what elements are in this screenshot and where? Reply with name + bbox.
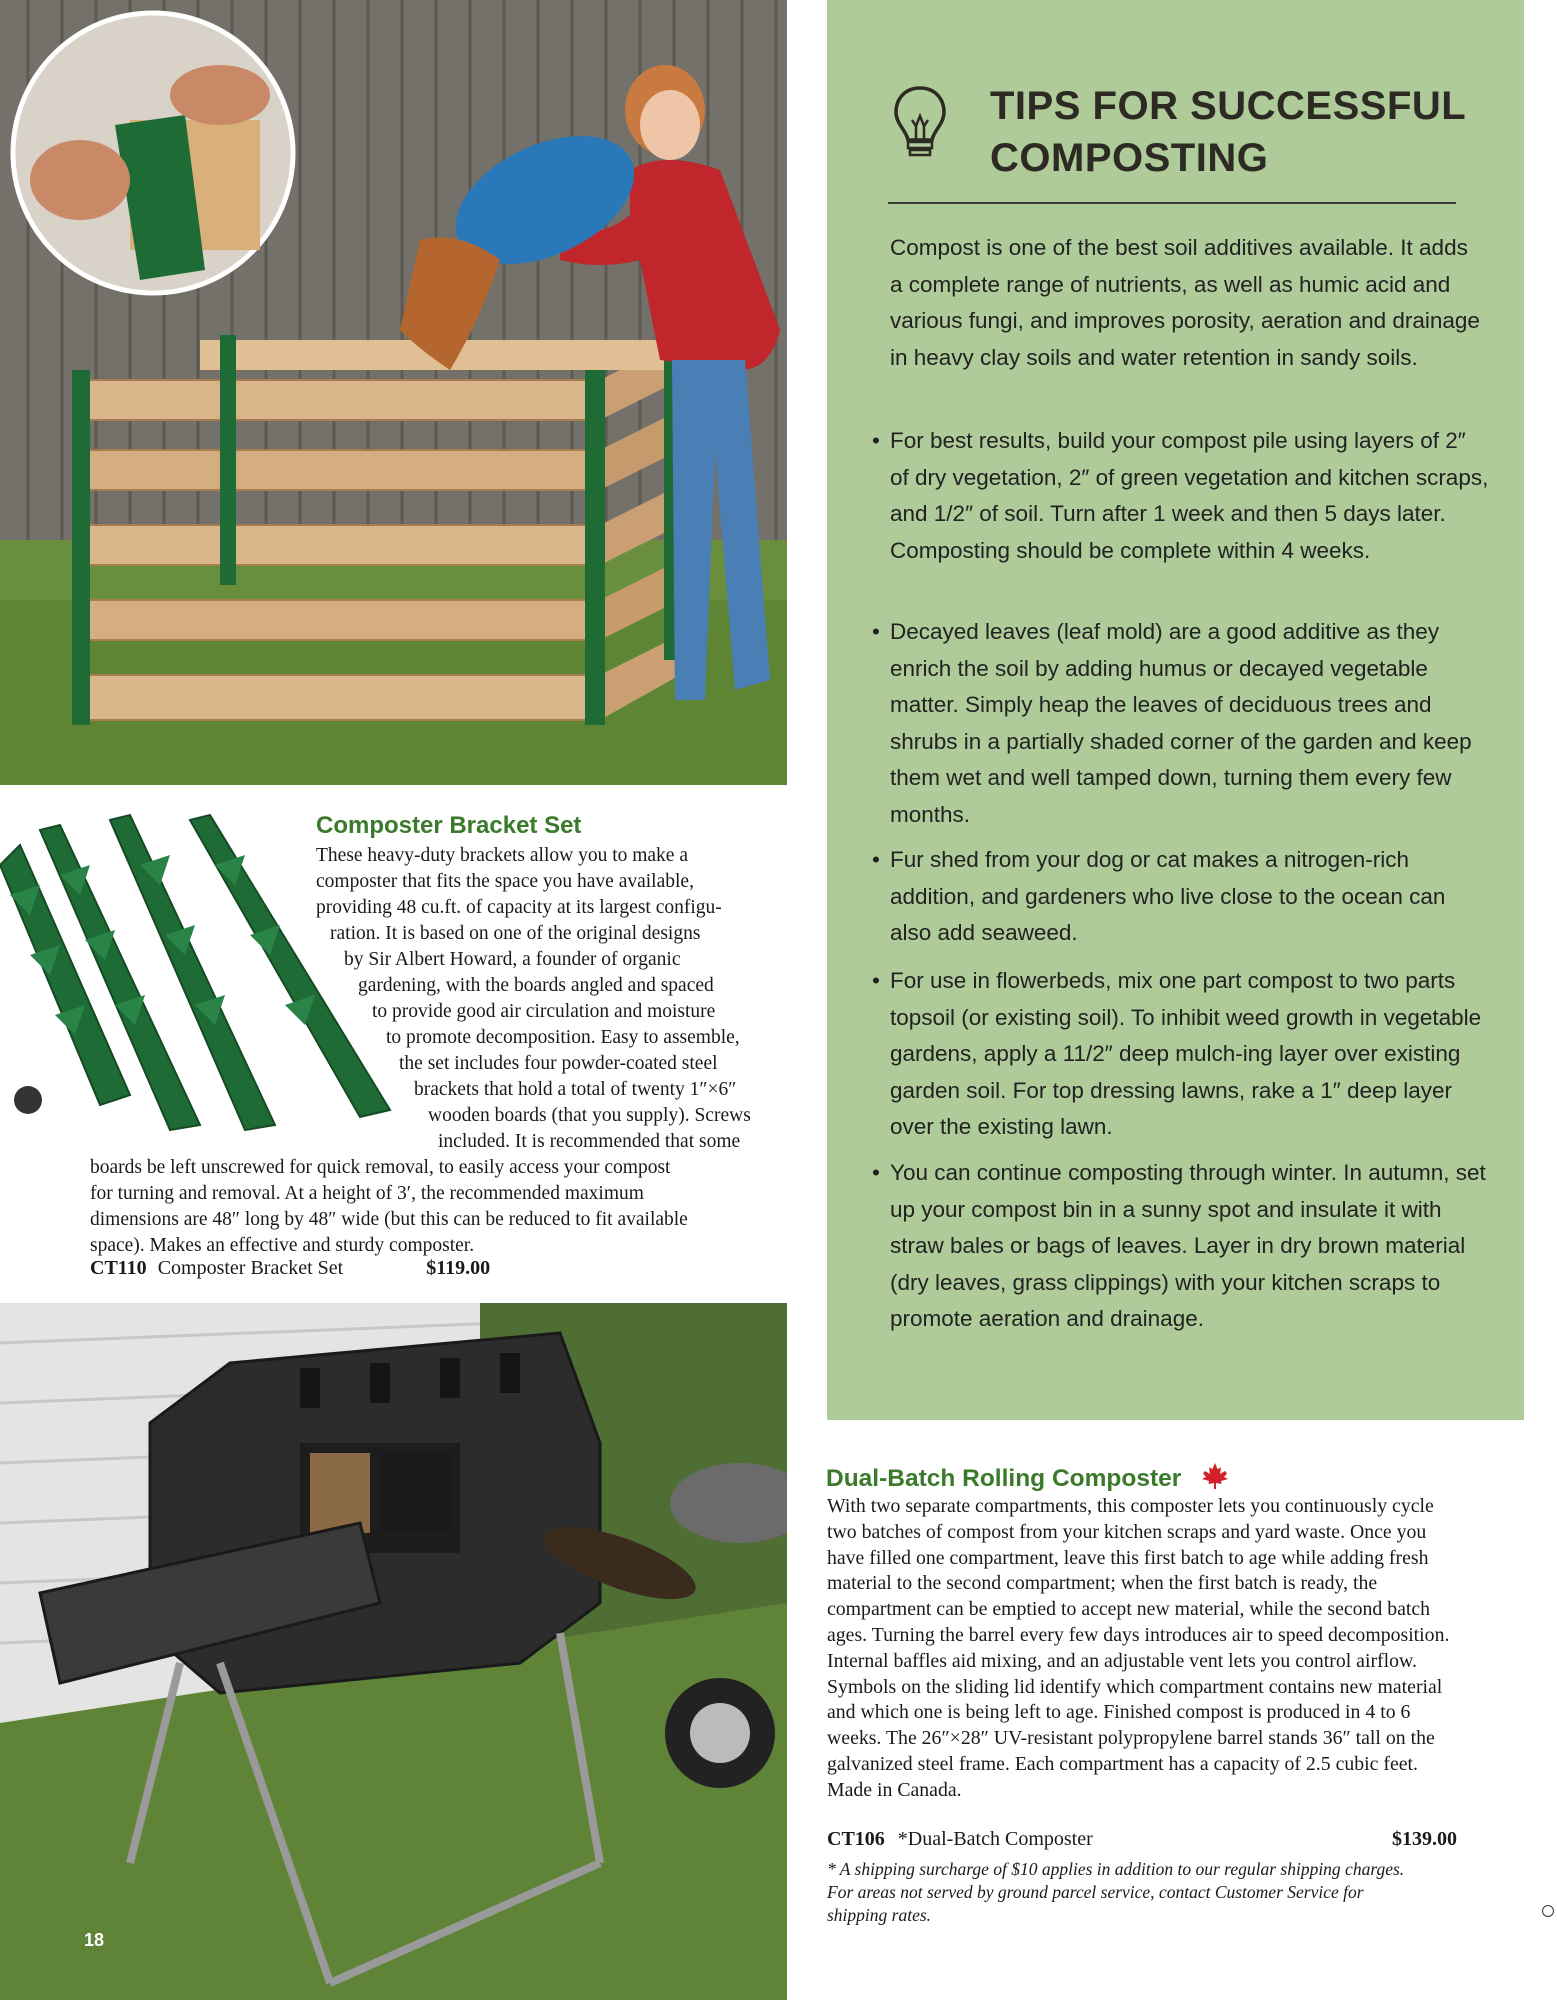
dual-batch-title-text: Dual-Batch Rolling Composter xyxy=(826,1464,1182,1492)
tip-item: • You can continue composting through winter. In autumn, set up your compost bin in a sunny spot and insulate it with straw bales or bags of leaves. Layer in dry brown material (dry leaves, grass clippings) with your kitchen scraps to promote aeration and drainage. xyxy=(872,1160,1486,1331)
bracket-set-title: Composter Bracket Set xyxy=(316,812,582,839)
bracket-desc-line: brackets that hold a total of twenty 1″×6″ xyxy=(414,1079,737,1100)
bracket-desc-line: by Sir Albert Howard, a founder of organic xyxy=(344,949,681,970)
tip-item: • Decayed leaves (leaf mold) are a good additive as they enrich the soil by adding humus or decayed vegetable matter. Simply heap the leaves of deciduous trees and shrubs in a partially shaded corner of the garden and keep them wet and well tamped down, turning them every few months. xyxy=(872,619,1472,827)
tip-item: • Fur shed from your dog or cat makes a nitrogen-rich addition, and gardeners who live close to the ocean can also add seaweed. xyxy=(872,847,1446,945)
bracket-desc-line: wooden boards (that you supply). Screws xyxy=(428,1105,751,1126)
tips-intro: Compost is one of the best soil additives available. It adds a complete range of nutrients, as well as humic acid and various fungi, and improves porosity, aeration and drainage in heavy clay soils and water retention in sandy soils. xyxy=(890,235,1480,370)
tips-divider xyxy=(888,202,1456,204)
product-code: CT110 xyxy=(90,1257,147,1279)
bracket-desc-line: gardening, with the boards angled and spaced xyxy=(358,975,714,996)
product-code: CT106 xyxy=(827,1828,885,1850)
bracket-desc-line: for turning and removal. At a height of 3′, the recommended maximum xyxy=(90,1183,644,1204)
bracket-desc-line: composter that fits the space you have available, xyxy=(316,871,694,892)
dual-batch-order-line xyxy=(827,1828,1457,1851)
bracket-desc-line: the set includes four powder-coated steel xyxy=(399,1053,718,1074)
tip-item: • For use in flowerbeds, mix one part compost to two parts topsoil (or existing soil). To inhibit weed growth in vegetable gardens, apply a 11/2″ deep mulch-ing layer over existing garden soil. For top dressing lawns, rake a 1″ deep layer over the existing lawn. xyxy=(872,968,1482,1139)
page-number: 18 xyxy=(84,1930,105,1950)
lightbulb-icon xyxy=(890,82,950,162)
bracket-desc-line: providing 48 cu.ft. of capacity at its largest configu- xyxy=(316,897,722,918)
bracket-desc-line: ration. It is based on one of the original designs xyxy=(330,923,701,944)
bracket-desc-line: space). Makes an effective and sturdy composter. xyxy=(90,1235,475,1256)
bracket-order-line xyxy=(90,1257,490,1280)
dual-batch-description: With two separate compartments, this composter lets you continuously cycle two batches of compost from your kitchen scraps and yard waste. Once you have filled one compartment, leave this first batch to age while adding fresh material to the second compartment; when the first batch is ready, the compartment can be emptied to accept new material, while the second batch ages. Turning the barrel every few days introduces air to speed decomposition. Internal baffles aid mixing, and an adjustable vent lets you control airflow. Symbols on the sliding lid identify which compartment contains new material and which one is being left to age. Finished compost is produced in 4 to 6 weeks. The 26″×28″ UV-resistant polypropylene barrel stands 36″ tall on the galvanized steel frame. Each compartment has a capacity of 2.5 cubic feet. Made in Canada. xyxy=(827,1495,1450,1801)
bracket-desc-line: boards be left unscrewed for quick removal, to easily access your compost xyxy=(90,1157,671,1178)
bracket-desc-line: dimensions are 48″ long by 48″ wide (but this can be reduced to fit available xyxy=(90,1209,688,1230)
product-name: *Dual-Batch Composter xyxy=(897,1828,1093,1850)
dual-batch-title xyxy=(826,1462,1230,1497)
page-edge-circle-icon xyxy=(1542,1905,1554,1917)
maple-leaf-icon xyxy=(1200,1462,1230,1497)
wooden-composter-photo xyxy=(0,0,787,785)
product-price: $139.00 xyxy=(1392,1828,1457,1850)
tip-item: • For best results, build your compost pile using layers of 2″ of dry vegetation, 2″ of green vegetation and kitchen scraps, and 1/2″ of soil. Turn after 1 week and then 5 days later. Composting should be complete within 4 weeks. xyxy=(872,428,1489,563)
bracket-desc-line: to promote decomposition. Easy to assemble, xyxy=(386,1027,740,1048)
bracket-desc-line: These heavy-duty brackets allow you to make a xyxy=(316,845,688,866)
shipping-note: * A shipping surcharge of $10 applies in addition to our regular shipping charges. For areas not served by ground parcel service, contact Customer Service for shipping rates. xyxy=(827,1859,1405,1925)
bracket-desc-line: to provide good air circulation and moisture xyxy=(372,1001,716,1022)
bracket-desc-line: included. It is recommended that some xyxy=(438,1131,741,1152)
product-price: $119.00 xyxy=(426,1257,491,1279)
tumbler-composter-photo xyxy=(0,1303,787,2000)
product-name: Composter Bracket Set xyxy=(157,1257,344,1279)
tips-title: TIPS FOR SUCCESSFUL COMPOSTING xyxy=(990,84,1467,180)
